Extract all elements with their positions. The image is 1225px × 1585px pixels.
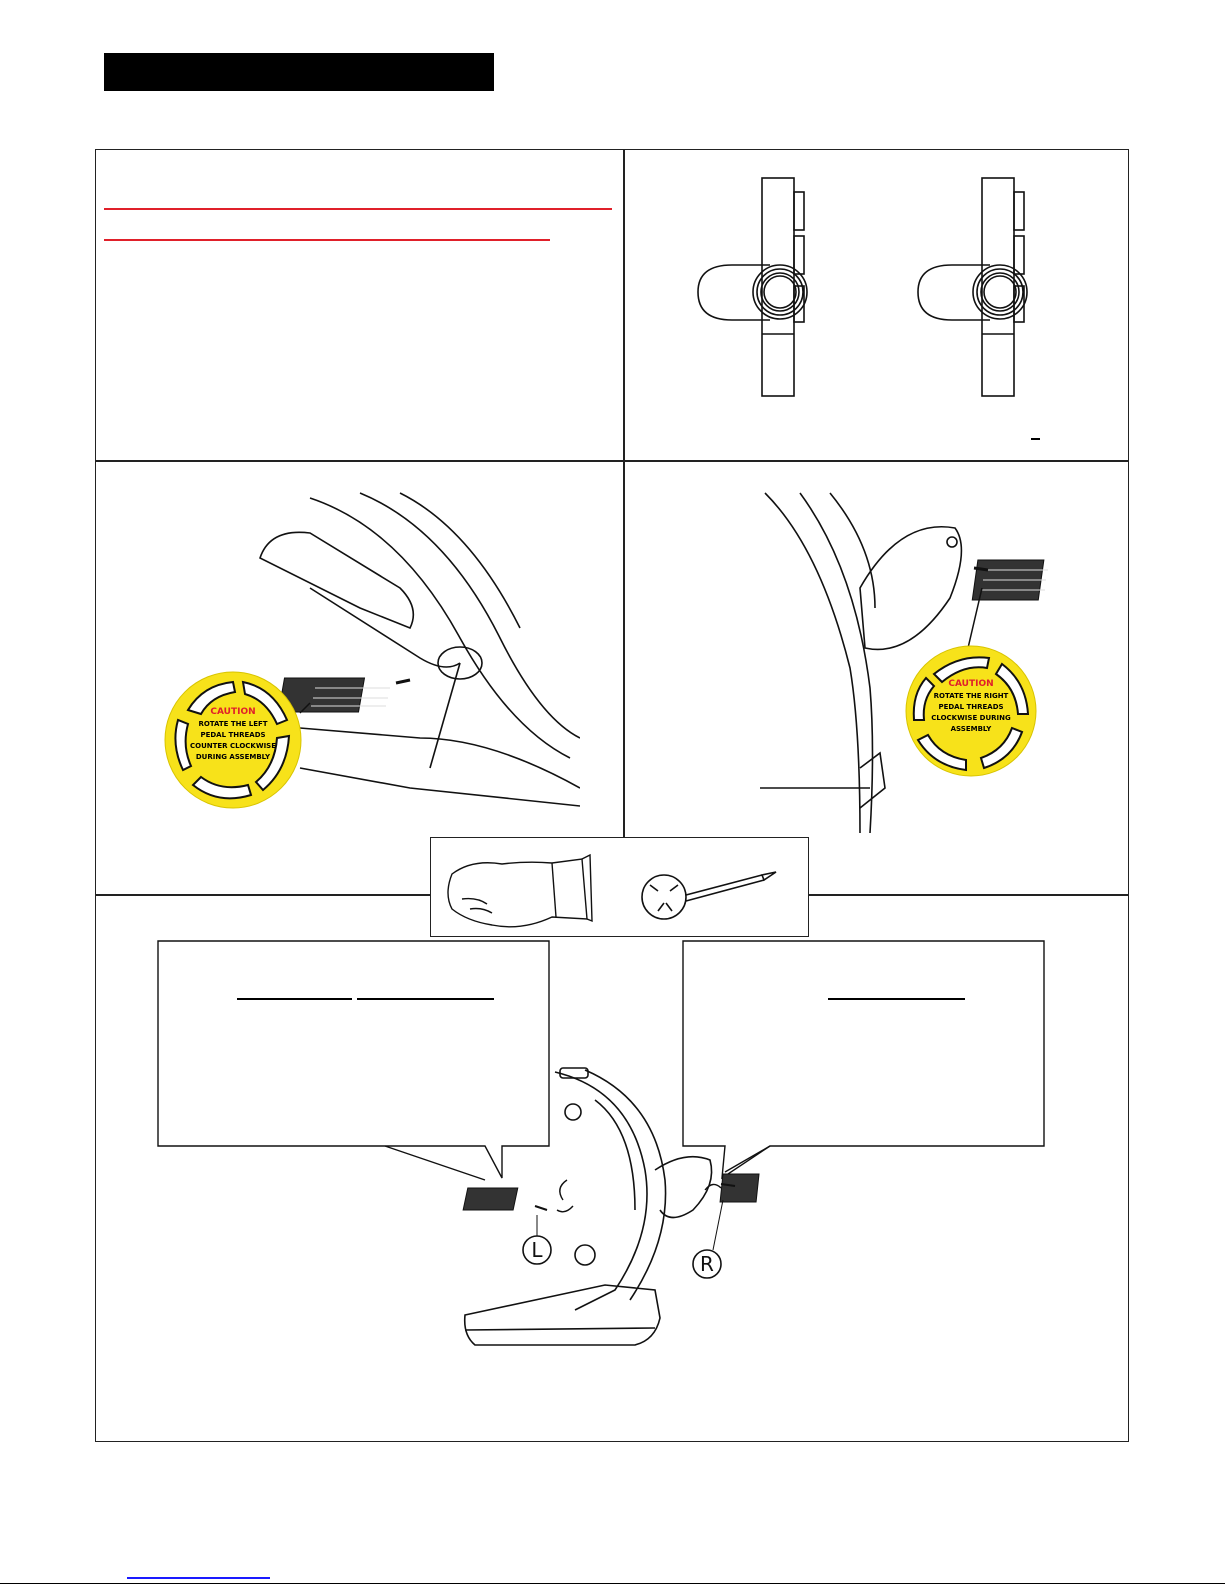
callout-left-title-underline-2 bbox=[357, 998, 494, 1000]
caution-line-right-3: CLOCKWISE DURING bbox=[931, 714, 1011, 722]
footer-link[interactable] bbox=[127, 1577, 270, 1579]
caution-line-left-3: COUNTER CLOCKWISE bbox=[189, 742, 277, 750]
bike-assembly-figure bbox=[455, 1060, 815, 1360]
hand-icon bbox=[448, 855, 592, 927]
row-divider-1 bbox=[95, 460, 1129, 462]
caution-heading-left: CAUTION bbox=[210, 707, 256, 717]
red-underline-2 bbox=[104, 239, 550, 241]
caution-sticker-right bbox=[904, 644, 1039, 779]
marker-left-label: L bbox=[531, 1238, 543, 1262]
rotate-arrow-left-icon bbox=[560, 1180, 567, 1200]
callout-right-title-underline bbox=[828, 998, 965, 1000]
step-text-panel bbox=[104, 160, 614, 450]
caution-heading-right: CAUTION bbox=[948, 679, 994, 689]
crank-arm-right-drawing bbox=[918, 178, 1027, 396]
footer-rule bbox=[0, 1583, 1225, 1584]
section-header-bar bbox=[104, 53, 494, 91]
caution-line-left-1: ROTATE THE LEFT bbox=[198, 720, 268, 728]
wrench-tool-icon bbox=[642, 872, 776, 919]
column-divider bbox=[623, 149, 625, 837]
tools-inset-figure bbox=[432, 839, 807, 935]
marker-right-circle bbox=[693, 1200, 723, 1278]
marker-left-circle bbox=[523, 1215, 551, 1264]
caution-line-right-2: PEDAL THREADS bbox=[938, 703, 1004, 711]
caution-line-left-4: DURING ASSEMBLY bbox=[195, 753, 271, 761]
caution-line-right-4: ASSEMBLY bbox=[950, 725, 992, 733]
callout-left-title-underline-1 bbox=[237, 998, 352, 1000]
bike-left-pedal-drawing bbox=[463, 1180, 573, 1212]
bike-right-pedal-drawing bbox=[705, 1174, 759, 1202]
caution-line-right-1: ROTATE THE RIGHT bbox=[933, 692, 1009, 700]
marker-right-label: R bbox=[700, 1252, 714, 1276]
caution-sticker-left bbox=[163, 670, 303, 810]
crank-arm-left-drawing bbox=[698, 178, 807, 396]
bike-frame-left-view bbox=[260, 493, 580, 806]
detail-marker bbox=[1031, 438, 1040, 440]
caution-line-left-2: PEDAL THREADS bbox=[200, 731, 266, 739]
right-pedal-drawing bbox=[972, 560, 1048, 600]
red-underline-1 bbox=[104, 208, 612, 210]
crank-arm-detail-figure bbox=[640, 160, 1110, 450]
